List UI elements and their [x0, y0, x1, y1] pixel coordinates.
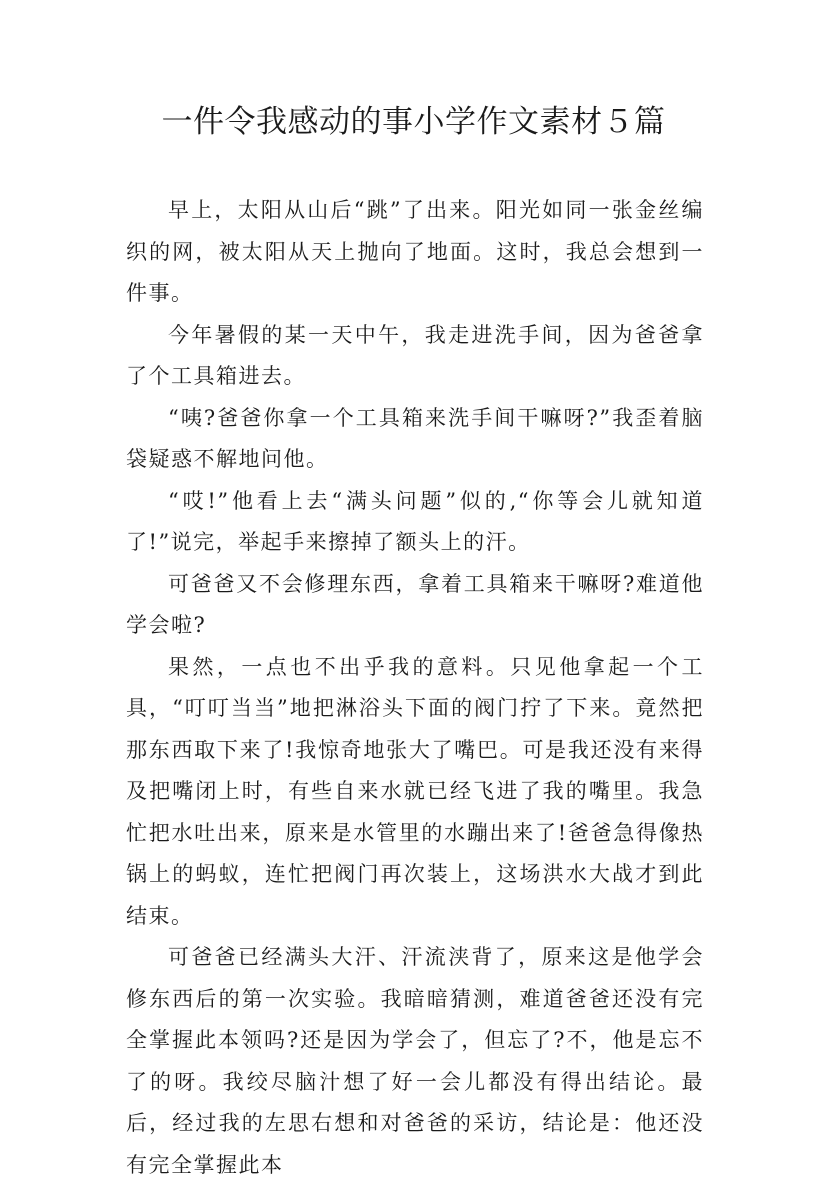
document-body: [126, 190, 704, 1186]
paragraph: 可爸爸已经满头大汗、汗流浃背了，原来这是他学会修东西后的第一次实验。我暗暗猜测，难道爸爸还没有完全掌握此本领吗?还是因为学会了，但忘了?不，他是忘不了的呀。我绞尽脑汁想了好一会儿都没有得出结论。最后，经过我的左思右想和对爸爸的采访，结论是：他还没有完全掌握此本: [126, 945, 704, 1177]
document-title: 一件令我感动的事小学作文素材５篇: [161, 104, 666, 140]
paragraph: 果然，一点也不出乎我的意料。只见他拿起一个工具，“叮叮当当”地把淋浴头下面的阀门拧了下来。竟然把那东西取下来了!我惊奇地张大了嘴巴。可是我还没有来得及把嘴闭上时，有些自来水就已经飞进了我的嘴里。我急忙把水吐出来，原来是水管里的水蹦出来了!爸爸急得像热锅上的蚂蚁，连忙把阀门再次装上，这场洪水大战才到此结束。: [126, 654, 704, 928]
paragraph: “咦?爸爸你拿一个工具箱来洗手间干嘛呀?”我歪着脑袋疑惑不解地问他。: [126, 405, 704, 471]
paragraph: 早上，太阳从山后“跳”了出来。阳光如同一张金丝编织的网，被太阳从天上抛向了地面。这时，我总会想到一件事。: [126, 198, 704, 305]
paragraph: 可爸爸又不会修理东西，拿着工具箱来干嘛呀?难道他学会啦?: [126, 571, 704, 637]
paragraph: “哎!”他看上去“满头问题”似的,“你等会儿就知道了!”说完，举起手来擦掉了额头上的汗。: [126, 488, 704, 554]
paragraph: 今年暑假的某一天中午，我走进洗手间，因为爸爸拿了个工具箱进去。: [126, 322, 704, 388]
